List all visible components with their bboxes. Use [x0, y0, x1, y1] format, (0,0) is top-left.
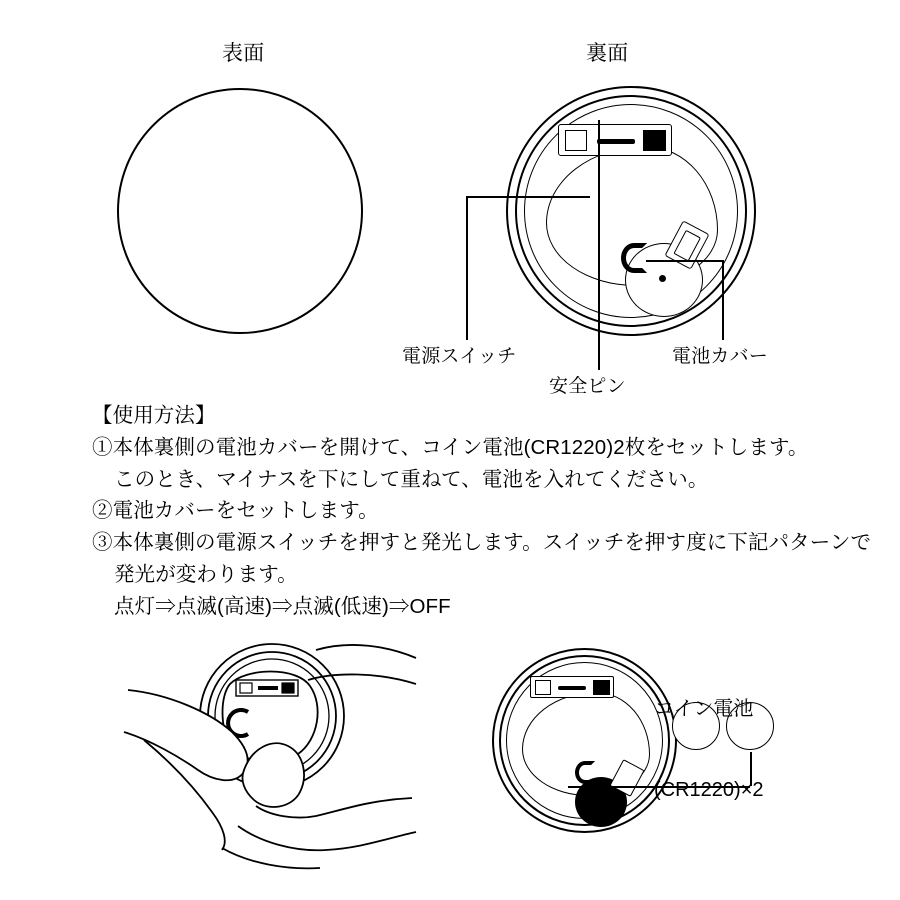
leader-power-switch-v	[466, 196, 468, 340]
leader-power-switch-h	[466, 196, 590, 198]
safety-pin-bar-bottom	[558, 686, 586, 690]
back-view-unit-bottom	[492, 648, 677, 833]
leader-safety-pin-v	[598, 120, 600, 370]
instructions-step1-line1: ①本体裏側の電池カバーを開けて、コイン電池(CR1220)2枚をセットします。	[92, 435, 809, 459]
power-switch-icon	[621, 243, 647, 273]
safety-pin-clasp-bottom	[535, 680, 551, 695]
safety-pin-module	[558, 124, 672, 156]
leader-battery-cover-h	[646, 260, 722, 262]
instructions-step2: ②電池カバーをセットします。	[92, 499, 379, 523]
instructions-heading: 【使用方法】	[92, 404, 216, 427]
back-view-title: 裏面	[586, 42, 629, 65]
instructions-step3-line3: 点灯⇒点滅(高速)⇒点滅(低速)⇒OFF	[114, 594, 451, 618]
safety-pin-head	[643, 130, 666, 151]
back-view-unit	[506, 86, 756, 336]
instructions-block	[92, 400, 892, 622]
callout-battery-cover: 電池カバー	[672, 346, 769, 367]
hands-illustration	[120, 620, 420, 870]
coin-battery-label	[654, 642, 764, 858]
safety-pin-bar	[597, 139, 635, 144]
safety-pin-module-bottom	[530, 676, 614, 698]
instructions-step1-line2: このとき、マイナスを下にして重ねて、電池を入れてください。	[114, 467, 709, 491]
instructions-step3-line1: ③本体裏側の電源スイッチを押すと発光します。スイッチを押す度に下記パターンで	[92, 531, 872, 555]
safety-pin-head-bottom	[593, 680, 610, 695]
callout-safety-pin: 安全ピン	[549, 376, 626, 397]
safety-pin-clasp	[565, 130, 587, 151]
battery-cover-center-dot	[659, 275, 666, 282]
coin-battery-label-line1: コイン電池	[654, 698, 754, 720]
leader-battery-cover-v	[722, 260, 724, 340]
instructions-step3-line2: 発光が変わります。	[114, 562, 298, 586]
callout-power-switch: 電源スイッチ	[402, 346, 517, 367]
coin-battery-label-line2: (CR1220)×2	[654, 779, 764, 801]
front-view-title: 表面	[222, 42, 265, 65]
front-view-circle	[117, 88, 363, 334]
